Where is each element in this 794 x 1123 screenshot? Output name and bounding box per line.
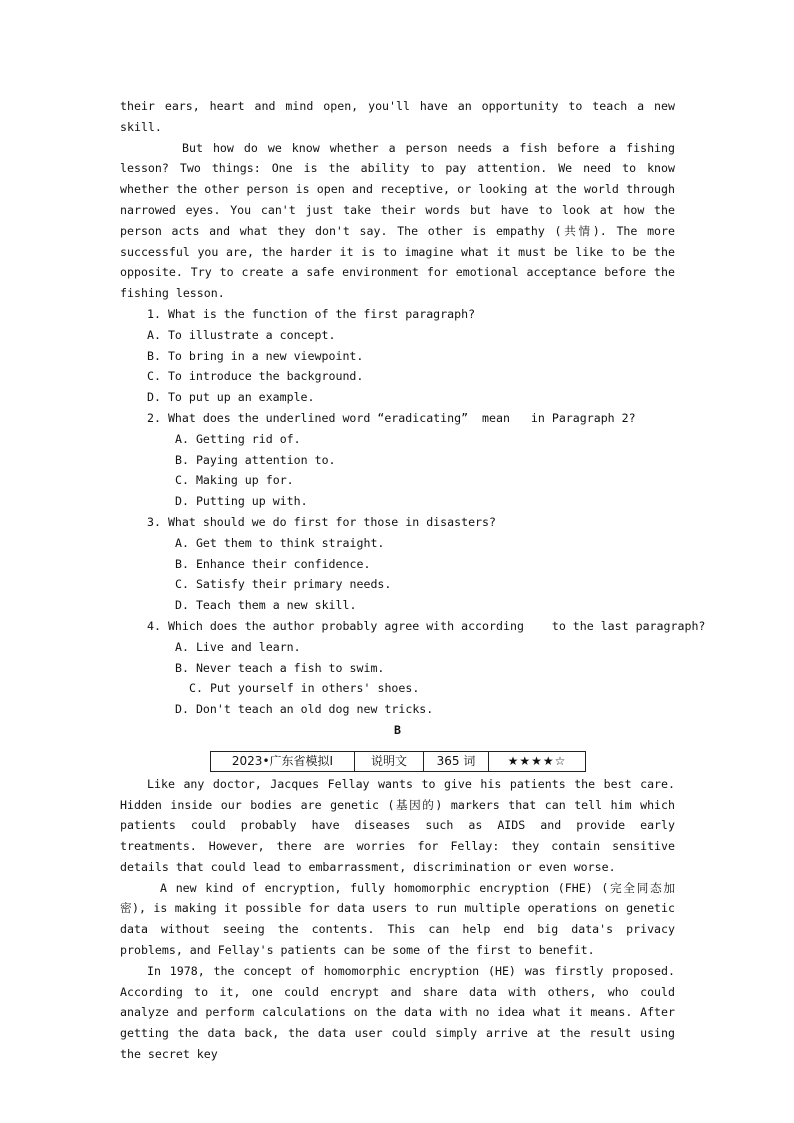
word-count-cell: 365 词 xyxy=(424,751,489,771)
question-3 xyxy=(120,512,675,616)
question-2 xyxy=(120,408,675,512)
question-option: C. Making up for. xyxy=(175,473,294,488)
passage-b-paragraph-2: A new kind of encryption, fully homomorphic encryption (FHE) (完全同态加密), is making it possible for data users to run multiple operations on genetic data without seeing the contents. This can help end big data's privacy problems, and Fellay's patients can be some of the first to benefit. xyxy=(120,880,675,958)
question-option: C. To introduce the background. xyxy=(147,369,364,384)
question-1 xyxy=(120,304,675,408)
passage-b-paragraph-3: In 1978, the concept of homomorphic encryption (HE) was firstly proposed. According to it, one could encrypt and share data with others, who could analyze and perform calculations on the data with no idea what it means. After getting the data back, the data user could simply arrive at the result using the secret key xyxy=(120,963,675,1062)
question-option: B. Paying attention to. xyxy=(175,452,336,467)
question-option: A. Get them to think straight. xyxy=(175,535,385,550)
document-page xyxy=(120,96,706,1065)
question-option: B. Never teach a fish to swim. xyxy=(175,660,385,675)
passage-info-table xyxy=(210,751,586,772)
question-stem: 4. Which does the author probably agree with according to the last paragraph? xyxy=(147,618,706,633)
question-option: A. Live and learn. xyxy=(175,639,301,654)
passage-a-last-paragraph: But how do we know whether a person needs a fish before a fishing lesson? Two things: One is the ability to pay attention. We need to know whether the other person is open and receptive, or looking at the world through narrowed eyes. You can't just take their words but have to look at how the person acts and what they don't say. The other is empathy (共情). The more successful you are, the harder it is to imagine what it must be like to be the opposite. Try to create a safe environment for emotional acceptance before the fishing lesson. xyxy=(120,140,675,301)
question-option: C. Put yourself in others' shoes. xyxy=(189,681,420,696)
source-cell: 2023•广东省模拟Ⅰ xyxy=(211,751,355,771)
question-option: B. Enhance their confidence. xyxy=(175,556,371,571)
question-stem: 2. What does the underlined word “eradicating” mean in Paragraph 2? xyxy=(147,410,636,425)
passage-a-line: their ears, heart and mind open, you'll have an opportunity to teach a new skill. xyxy=(120,99,675,134)
question-option: D. To put up an example. xyxy=(147,390,315,405)
genre-cell: 说明文 xyxy=(355,751,424,771)
question-stem: 1. What is the function of the first paragraph? xyxy=(147,306,476,321)
question-option: A. To illustrate a concept. xyxy=(147,327,336,342)
question-option: D. Teach them a new skill. xyxy=(175,598,357,613)
question-stem: 3. What should we do first for those in disasters? xyxy=(147,514,497,529)
question-option: D. Don't teach an old dog new tricks. xyxy=(175,702,434,717)
question-4 xyxy=(120,616,706,720)
question-option: A. Getting rid of. xyxy=(175,431,301,446)
question-option: B. To bring in a new viewpoint. xyxy=(147,348,364,363)
section-heading: B xyxy=(394,722,401,737)
question-option: D. Putting up with. xyxy=(175,494,308,509)
question-option: C. Satisfy their primary needs. xyxy=(175,577,392,592)
passage-b-paragraph-1: Like any doctor, Jacques Fellay wants to give his patients the best care. Hidden inside our bodies are genetic (基因的) markers that can tell him which patients could probably have diseases such as AIDS and provide early treatments. However, there are worries for Fellay: they contain sensitive details that could lead to embarrassment, discrimination or even worse. xyxy=(120,776,675,874)
difficulty-stars: ★★★★☆ xyxy=(489,751,586,771)
